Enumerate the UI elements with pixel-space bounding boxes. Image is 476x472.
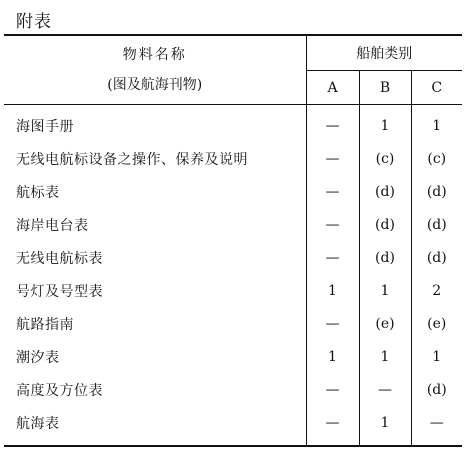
row-value-a: — [306, 208, 359, 241]
item-name-header [4, 35, 306, 105]
row-value-a: — [306, 142, 359, 175]
row-value-a: — [306, 373, 359, 406]
row-value-c: (d) [411, 175, 462, 208]
row-value-b: — [359, 373, 411, 406]
table-row [4, 142, 462, 175]
row-value-a: — [306, 406, 359, 446]
table-row [4, 340, 462, 373]
row-value-b: (e) [359, 307, 411, 340]
materials-table [4, 34, 462, 447]
row-value-a: 1 [306, 274, 359, 307]
row-item-name: 号灯及号型表 [16, 283, 103, 300]
row-value-b: (d) [359, 241, 411, 274]
row-value-b: (d) [359, 208, 411, 241]
row-value-c: 1 [411, 340, 462, 373]
row-item-name: 高度及方位表 [16, 382, 103, 399]
column-header-c: C [411, 71, 462, 105]
table-row [4, 307, 462, 340]
row-value-c: (d) [411, 241, 462, 274]
column-header-b: B [359, 71, 411, 105]
row-item-name: 海岸电台表 [16, 217, 89, 234]
row-value-c: 1 [411, 105, 462, 143]
row-item-name: 无线电航标表 [16, 250, 103, 267]
row-value-b: 1 [359, 274, 411, 307]
row-value-c: 2 [411, 274, 462, 307]
row-item-name: 航路指南 [16, 316, 74, 333]
row-value-a: 1 [306, 340, 359, 373]
item-name-header-line1: 物料名称 [122, 47, 187, 63]
table-row [4, 373, 462, 406]
row-value-b: (d) [359, 175, 411, 208]
row-value-b: 1 [359, 406, 411, 446]
column-header-a: A [306, 71, 359, 105]
item-name-header-line2: (图及航海刊物) [107, 77, 203, 93]
row-value-b: (c) [359, 142, 411, 175]
ship-category-header: 船舶类别 [306, 35, 462, 71]
table-row [4, 406, 462, 446]
row-value-c: (d) [411, 373, 462, 406]
table-row [4, 241, 462, 274]
row-value-c: (c) [411, 142, 462, 175]
row-value-a: — [306, 307, 359, 340]
document-title: 附表 [16, 12, 52, 32]
row-item-name: 海图手册 [16, 118, 74, 135]
row-item-name: 无线电航标设备之操作、保养及说明 [16, 151, 248, 168]
table-row [4, 175, 462, 208]
row-value-c: — [411, 406, 462, 446]
row-value-b: 1 [359, 105, 411, 143]
row-value-a: — [306, 175, 359, 208]
table-row [4, 105, 462, 143]
row-value-c: (e) [411, 307, 462, 340]
row-item-name: 航标表 [16, 184, 60, 201]
row-value-a: — [306, 105, 359, 143]
row-value-a: — [306, 241, 359, 274]
row-value-b: 1 [359, 340, 411, 373]
row-item-name: 航海表 [4, 406, 306, 446]
row-value-c: (d) [411, 208, 462, 241]
row-item-name: 潮汐表 [16, 349, 60, 366]
table-row [4, 208, 462, 241]
table-row [4, 274, 462, 307]
